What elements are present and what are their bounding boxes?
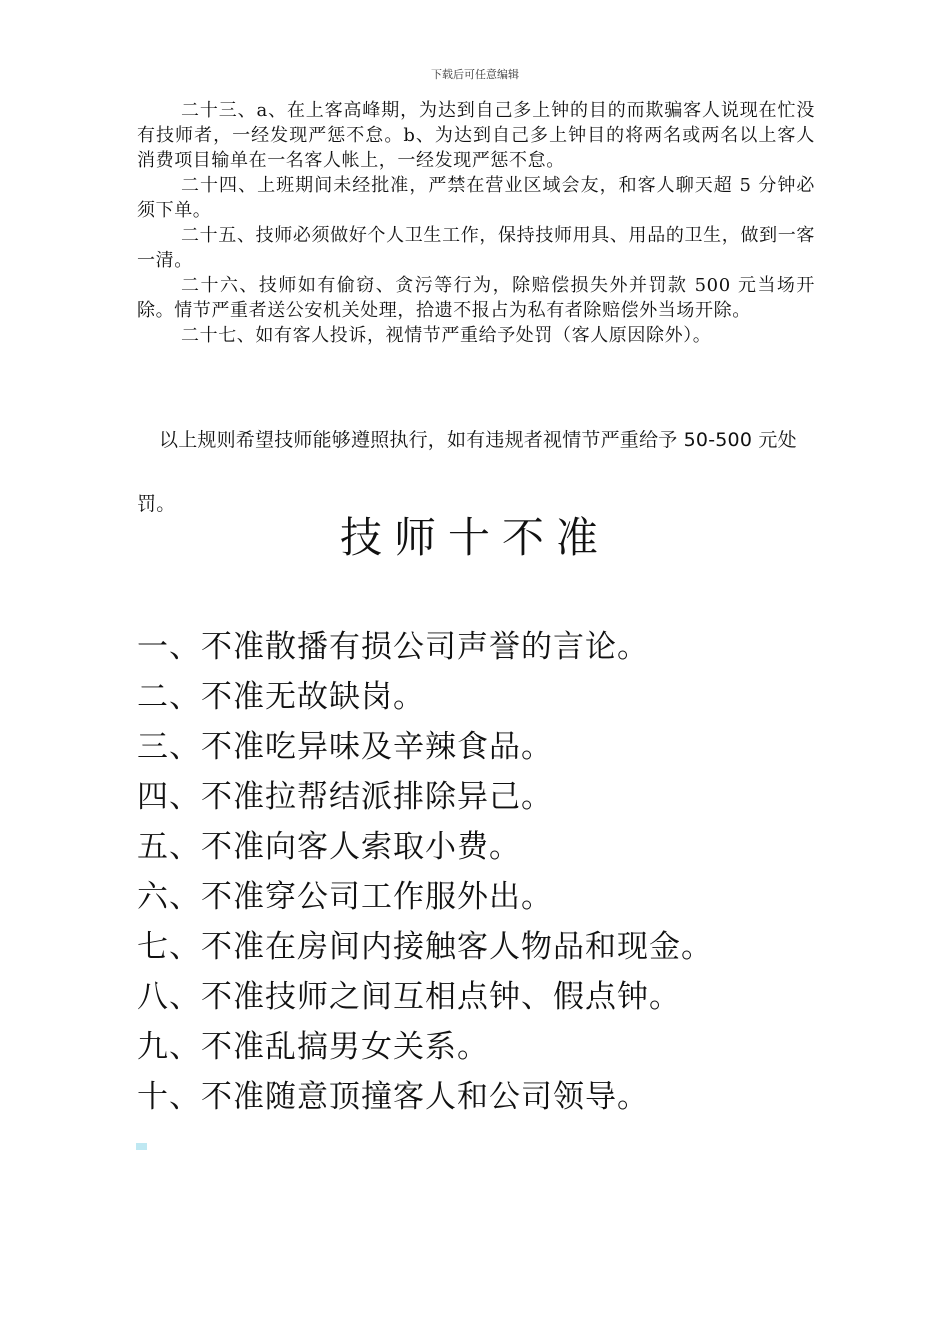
- prohibitions-list: [137, 622, 837, 1122]
- list-item: 四、不准拉帮结派排除异己。: [137, 779, 553, 815]
- list-item: 九、不准乱搞男女关系。: [137, 1029, 489, 1065]
- list-item: 一、不准散播有损公司声誉的言论。: [137, 629, 649, 665]
- section-title: 技师十不准: [339, 513, 610, 562]
- paragraph-marker: [136, 1143, 147, 1150]
- list-item: 五、不准向客人索取小费。: [137, 829, 521, 865]
- list-item: 六、不准穿公司工作服外出。: [137, 879, 553, 915]
- list-item: 二、不准无故缺岗。: [137, 679, 425, 715]
- list-item: 八、不准技师之间互相点钟、假点钟。: [137, 979, 681, 1015]
- list-item: 七、不准在房间内接触客人物品和现金。: [137, 929, 713, 965]
- list-item: 三、不准吃异味及辛辣食品。: [137, 729, 553, 765]
- rule-23: 二十三、a、在上客高峰期，为达到自己多上钟的目的而欺骗客人说现在忙没有技师者，一经发现严惩不怠。b、为达到自己多上钟目的将两名或两名以上客人消费项目输单在一名客人帐上，一经发现严惩不怠。: [137, 100, 815, 171]
- page-header: 下载后可任意编辑: [431, 68, 519, 81]
- rule-24: 二十四、上班期间未经批准，严禁在营业区域会友，和客人聊天超 5 分钟必须下单。: [137, 175, 815, 221]
- rule-27: 二十七、如有客人投诉，视情节严重给予处罚（客人原因除外）。: [181, 325, 712, 346]
- summary-text: 以上规则希望技师能够遵照执行，如有违规者视情节严重给予 50-500 元处罚。: [137, 429, 797, 515]
- rule-26: 二十六、技师如有偷窃、贪污等行为，除赔偿损失外并罚款 500 元当场开除。情节严重者送公安机关处理，拾遗不报占为私有者除赔偿外当场开除。: [137, 275, 815, 321]
- rules-section: [137, 98, 815, 348]
- list-item: 十、不准随意顶撞客人和公司领导。: [137, 1079, 649, 1115]
- rule-25: 二十五、技师必须做好个人卫生工作，保持技师用具、用品的卫生，做到一客一清。: [137, 225, 815, 271]
